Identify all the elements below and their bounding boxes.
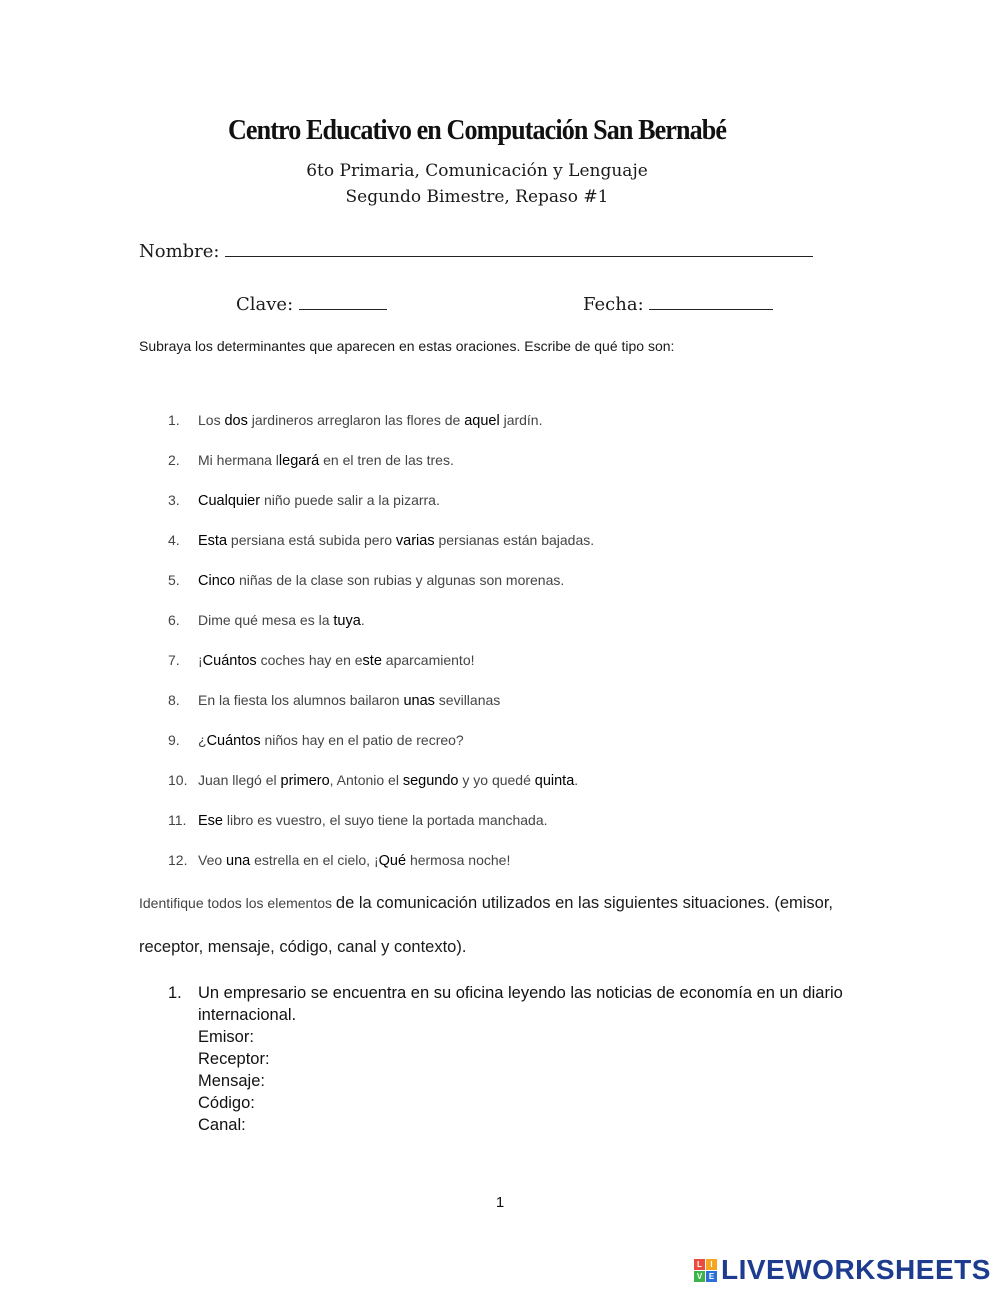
sentence-fragment: niñas de la clase son rubias y algunas son morenas. bbox=[235, 572, 565, 588]
exercise-item bbox=[168, 732, 594, 772]
determiner-word[interactable]: Cinco bbox=[198, 573, 236, 589]
name-field[interactable] bbox=[139, 241, 813, 262]
situation-label-emisor[interactable]: Emisor: bbox=[198, 1028, 254, 1046]
sentence-fragment: estrella en el cielo, ¡ bbox=[250, 852, 379, 868]
determiner-word[interactable]: Ese bbox=[198, 813, 223, 829]
sentence-fragment: Veo bbox=[198, 852, 227, 868]
exercise-sentence bbox=[198, 612, 365, 652]
exercise-item bbox=[168, 572, 594, 612]
exercise-item bbox=[168, 612, 594, 652]
document-title: Centro Educativo en Computación San Bernabé bbox=[227, 114, 727, 146]
document-subtitle-term: Segundo Bimestre, Repaso #1 bbox=[345, 187, 609, 207]
exercise-sentence bbox=[198, 652, 475, 692]
situation-text: Un empresario se encuentra en su oficina leyendo las noticias de economía en un diario internacional. bbox=[198, 984, 843, 1024]
determiner-word[interactable]: unas bbox=[403, 693, 435, 709]
clave-field[interactable] bbox=[236, 294, 387, 315]
determiner-word[interactable]: dos bbox=[224, 413, 248, 429]
sentence-fragment: jardín. bbox=[499, 412, 543, 428]
sentence-fragment: . bbox=[574, 772, 579, 788]
situation-label-receptor[interactable]: Receptor: bbox=[198, 1050, 270, 1068]
determiner-word[interactable]: varias bbox=[395, 533, 435, 549]
exercise-item bbox=[168, 852, 594, 892]
name-label: Nombre: bbox=[139, 241, 220, 262]
exercise-sentence bbox=[198, 412, 543, 452]
exercise-sentence bbox=[198, 492, 440, 532]
determiner-word[interactable]: tuya bbox=[333, 613, 361, 629]
exercise-sentence bbox=[198, 732, 464, 772]
exercise-sentence bbox=[198, 572, 564, 612]
sentence-fragment: persiana está subida pero bbox=[227, 532, 396, 548]
name-blank[interactable] bbox=[225, 255, 813, 257]
determiner-word[interactable]: Esta bbox=[198, 533, 228, 549]
fecha-field[interactable] bbox=[583, 294, 773, 315]
exercise-sentence bbox=[198, 852, 510, 892]
determiner-word[interactable]: Cuántos bbox=[206, 733, 261, 749]
section2-instruction-line2: receptor, mensaje, código, canal y contexto). bbox=[139, 938, 467, 956]
sentence-fragment: sevillanas bbox=[434, 692, 501, 708]
section1-instruction: Subraya los determinantes que aparecen en estas oraciones. Escribe de qué tipo son: bbox=[139, 338, 675, 354]
exercise-sentence bbox=[198, 532, 594, 572]
sentence-fragment: . bbox=[360, 612, 365, 628]
exercise-item bbox=[168, 692, 594, 732]
exercise-item bbox=[168, 412, 594, 452]
exercise-sentence bbox=[198, 812, 548, 852]
sentence-fragment: en el tren de las tres. bbox=[319, 452, 454, 468]
sentence-fragment: Juan llegó el bbox=[198, 772, 281, 788]
exercise-item bbox=[168, 812, 594, 852]
exercise-item bbox=[168, 652, 594, 692]
logo-tile-i: I bbox=[706, 1259, 717, 1270]
determiner-word[interactable]: primero bbox=[280, 773, 330, 789]
exercise-item bbox=[168, 492, 594, 532]
exercise-number: 5. bbox=[168, 572, 180, 588]
fecha-blank[interactable] bbox=[649, 308, 773, 310]
clave-label: Clave: bbox=[236, 294, 294, 315]
exercise-number: 6. bbox=[168, 612, 180, 628]
logo-tile-l: L bbox=[694, 1259, 705, 1270]
exercise-item bbox=[168, 452, 594, 492]
determiner-word[interactable]: legará bbox=[278, 453, 320, 469]
sentence-fragment: Dime qué mesa es la bbox=[198, 612, 334, 628]
sentence-fragment: En la fiesta los alumnos bailaron bbox=[198, 692, 404, 708]
determiner-word[interactable]: quinta bbox=[534, 773, 575, 789]
situation-number: 1. bbox=[168, 984, 182, 1002]
sentence-fragment: ¡ bbox=[198, 652, 203, 668]
exercise-number: 8. bbox=[168, 692, 180, 708]
liveworksheets-logo-icon bbox=[694, 1259, 717, 1282]
sentence-fragment: y yo quedé bbox=[458, 772, 535, 788]
liveworksheets-wordmark: LIVEWORKSHEETS bbox=[721, 1254, 991, 1285]
determiner-word[interactable]: Qué bbox=[378, 853, 407, 869]
exercise-number: 11. bbox=[168, 812, 187, 828]
determiner-word[interactable]: una bbox=[226, 853, 251, 869]
sentence-fragment: niño puede salir a la pizarra. bbox=[260, 492, 440, 508]
exercise-sentence bbox=[198, 772, 578, 812]
sentence-fragment: Mi hermana l bbox=[198, 452, 279, 468]
fecha-label: Fecha: bbox=[583, 294, 644, 315]
logo-tile-e: E bbox=[706, 1271, 717, 1282]
exercise-item bbox=[168, 772, 594, 812]
clave-blank[interactable] bbox=[299, 308, 387, 310]
determiner-word[interactable]: Cualquier bbox=[198, 493, 261, 509]
sentence-fragment: hermosa noche! bbox=[406, 852, 511, 868]
document-subtitle-course: 6to Primaria, Comunicación y Lenguaje bbox=[306, 161, 648, 181]
determiner-word[interactable]: segundo bbox=[402, 773, 459, 789]
section2-instruction bbox=[139, 894, 833, 913]
sentence-fragment: jardineros arreglaron las flores de bbox=[247, 412, 465, 428]
liveworksheets-logo[interactable] bbox=[694, 1254, 991, 1286]
sentence-fragment: libro es vuestro, el suyo tiene la portada manchada. bbox=[223, 812, 548, 828]
section2-instruction-rest: de la comunicación utilizados en las siguientes situaciones. (emisor, bbox=[335, 894, 834, 912]
exercise-number: 7. bbox=[168, 652, 180, 668]
situation-label-canal[interactable]: Canal: bbox=[198, 1116, 246, 1134]
situation-label-codigo[interactable]: Código: bbox=[198, 1094, 255, 1112]
exercise-number: 10. bbox=[168, 772, 188, 788]
sentence-fragment: niños hay en el patio de recreo? bbox=[260, 732, 464, 748]
exercise-number: 12. bbox=[168, 852, 188, 868]
page-number: 1 bbox=[495, 1194, 505, 1211]
exercise-number: 4. bbox=[168, 532, 180, 548]
sentence-fragment: persianas están bajadas. bbox=[434, 532, 595, 548]
section2-instruction-light: Identifique todos los elementos bbox=[139, 895, 336, 911]
exercise-list bbox=[168, 412, 594, 892]
sentence-fragment: Los bbox=[198, 412, 225, 428]
situation-label-mensaje[interactable]: Mensaje: bbox=[198, 1072, 265, 1090]
exercise-number: 9. bbox=[168, 732, 180, 748]
determiner-word[interactable]: Cuántos bbox=[202, 653, 257, 669]
sentence-fragment: aparcamiento! bbox=[381, 652, 475, 668]
determiner-word[interactable]: ste bbox=[362, 653, 382, 669]
exercise-number: 1. bbox=[168, 412, 180, 428]
exercise-item bbox=[168, 532, 594, 572]
logo-tile-v: V bbox=[694, 1271, 705, 1282]
exercise-number: 3. bbox=[168, 492, 180, 508]
exercise-sentence bbox=[198, 692, 500, 732]
exercise-number: 2. bbox=[168, 452, 180, 468]
exercise-sentence bbox=[198, 452, 454, 492]
sentence-fragment: coches hay en e bbox=[256, 652, 363, 668]
determiner-word[interactable]: aquel bbox=[464, 413, 500, 429]
sentence-fragment: ¿ bbox=[198, 732, 207, 748]
sentence-fragment: , Antonio el bbox=[329, 772, 403, 788]
